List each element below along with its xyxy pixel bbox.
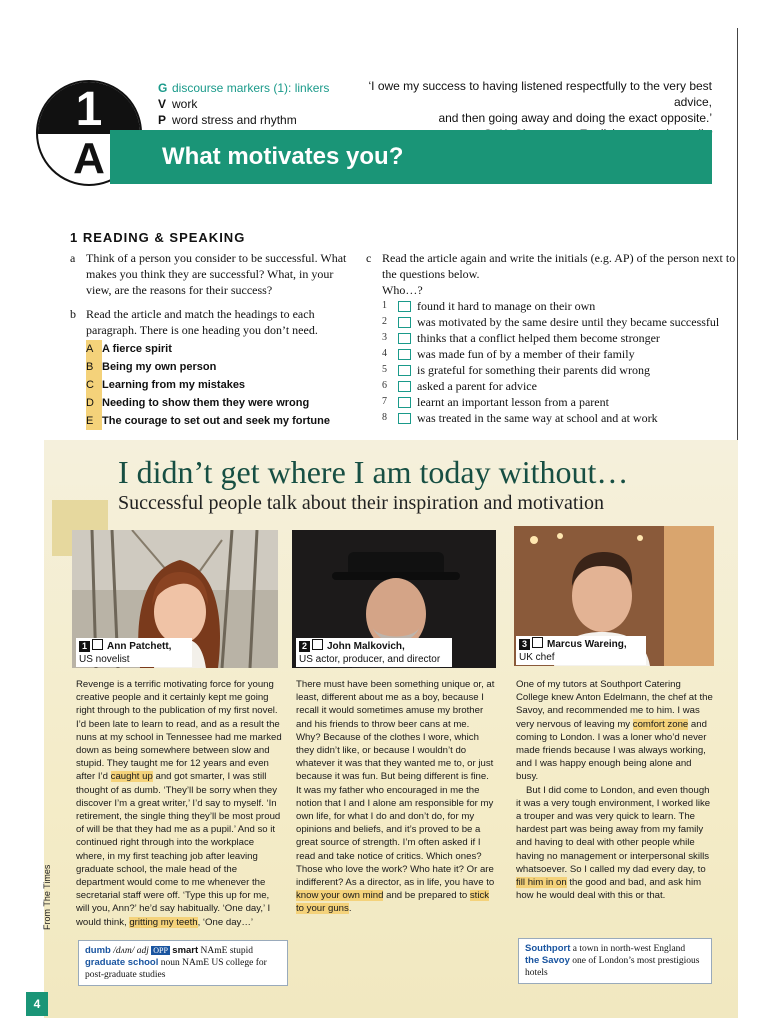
highlighted-phrase: fill him in on [516, 877, 567, 889]
exercise-a [70, 250, 360, 298]
question-row: 4 was made fun of by a member of their family [382, 347, 635, 361]
question-row: 3 thinks that a conflict helped them become stronger [382, 331, 660, 345]
person-number: 2 [299, 641, 310, 652]
person-name: John Malkovich, [327, 641, 405, 652]
highlighted-phrase: caught up [110, 771, 153, 783]
vocabulary-text: work [172, 97, 198, 111]
answer-box[interactable] [398, 365, 411, 376]
vocabulary-key: V [158, 97, 167, 111]
question-row: 2 was motivated by the same desire until they became successful [382, 315, 720, 329]
gloss-word: Southport [525, 943, 571, 954]
exercise-right-column [366, 250, 736, 426]
question-row: 8 was treated in the same way at school and at work [382, 411, 658, 425]
heading-answer-box[interactable] [312, 639, 323, 650]
exercise-b [70, 306, 360, 338]
exercise-letter: a [70, 251, 76, 265]
question-row: 5 is grateful for something their parents did wrong [382, 363, 650, 377]
exercise-c [366, 250, 736, 282]
caption-john-malkovich [296, 638, 452, 667]
person-number: 3 [519, 639, 530, 650]
grammar-text: discourse markers (1): linkers [172, 81, 330, 95]
person-role: US actor, producer, and director [299, 654, 441, 665]
article-paragraph-1: Revenge is a terrific motivating force for young creative people and it certainly kept me going right through to the publication of my first novel. I’d been late to learn to read, and as a result the nuns at my school in Tennessee had me marked down as being somewhere between slow and stupid. They taught me for 12 years and even after I’d caught up and got smarter, I was still thought of as dumb. ‘They’ll be sorry when they discover I’m a great writer,’ I’d say to myself. ‘In retirement, the single thing they’ll be most proud of will be that they had me as a pupil.’ And so it continued right through into the workplace where, in my first teaching job after leaving graduate school, the male head of the department would come to me whenever the secretarial staff were off. ‘Type this up for me, will you, Ann?’ he’d say habitually. ‘One day,’ I would think, gritting my teeth, ‘One day…’ [76, 679, 282, 928]
exercise-left-column [70, 250, 360, 430]
heading-item: D Needing to show them they were wrong [86, 394, 360, 412]
headings-list [86, 340, 360, 430]
exercise-c-text: Read the article again and write the initials (e.g. AP) of the person next to the questions below. [382, 251, 736, 281]
question-row: 6 asked a parent for advice [382, 379, 537, 393]
pronunciation-text: word stress and rhythm [172, 113, 297, 127]
glossary-box-2: Southport a town in north-west England the Savoy one of London’s most prestigious hotels [518, 938, 712, 984]
article-subhead: Successful people talk about their inspiration and motivation [118, 492, 605, 514]
exercise-a-text: Think of a person you consider to be successful. What makes you think they are successful? What, in your view, are the reasons for their success? [86, 251, 347, 297]
highlighted-phrase: comfort zone [632, 718, 689, 730]
grammar-key: G [158, 81, 168, 95]
quote-line-2: and then going away and doing the exact opposite.’ [438, 111, 712, 125]
answer-box[interactable] [398, 349, 411, 360]
pronunciation-key: P [158, 113, 167, 127]
exercise-b-text: Read the article and match the headings to each paragraph. There is one heading you don’t need. [86, 307, 318, 337]
person-number: 1 [79, 641, 90, 652]
answer-box[interactable] [398, 413, 411, 424]
answer-box[interactable] [398, 381, 411, 392]
caption-ann-patchett [76, 638, 192, 667]
section-title: 1 READING & SPEAKING [70, 230, 246, 245]
caption-marcus-wareing [516, 636, 646, 665]
unit-contents [158, 80, 329, 128]
unit-letter: A [73, 134, 105, 183]
heading-item: A A fierce spirit [86, 340, 360, 358]
unit-number: 1 [38, 82, 140, 134]
heading-item: C Learning from my mistakes [86, 376, 360, 394]
article-headline: I didn’t get where I am today without… [118, 454, 629, 490]
exercise-letter: c [366, 251, 372, 265]
answer-box[interactable] [398, 397, 411, 408]
title-banner [110, 130, 712, 184]
question-row: 7 learnt an important lesson from a parent [382, 395, 609, 409]
highlighted-phrase: stick to your guns [296, 890, 490, 915]
opposite-tag: OPP [153, 946, 168, 955]
person-name: Marcus Wareing, [547, 639, 627, 650]
article-paragraph-2: There must have been something unique or, at least, different about me as a boy, because I recall it would sometimes amuse my brother and his friends to throw beer cans at me. Why? Because of the clothes I wore, which they didn’t like, or because I wouldn’t do whatever it was that they wanted me to, or just because it was fun. But being different is fine. It was my father who encouraged in me the notion that I and I alone am responsible for my own life, for what I do and don’t do, for my opinions and beliefs, and it’s proved to be a great source of strength. I’m often asked if I read and take notice of critics. Which ones? Those who love the work? Who hate it? Or are indifferent? As a director, as in life, you have to know your own mind and be prepared to stick to your guns. [296, 679, 495, 915]
person-role: US novelist [79, 654, 130, 665]
person-name: Ann Patchett, [107, 641, 172, 652]
heading-answer-box[interactable] [532, 637, 543, 648]
gloss-word: dumb [85, 945, 111, 956]
heading-item: B Being my own person [86, 358, 360, 376]
answer-box[interactable] [398, 317, 411, 328]
source-credit: From The Times [42, 864, 52, 930]
heading-answer-box[interactable] [92, 639, 103, 650]
exercise-letter: b [70, 307, 76, 321]
answer-box[interactable] [398, 301, 411, 312]
answer-box[interactable] [398, 333, 411, 344]
article-paragraph-3: One of my tutors at Southport Catering College knew Anton Edelmann, the chef at the Savoy, and recommended me to him. I was very nervous of leaving my comfort zone and coming to London. I was a loner who’d never made friends because I was always working, and I was happy enough being alone and busy. But I did come to London, and even though it was a very tough environment, I worked like a trouper and was very quick to learn. The hardest part was being away from my family and having to deal with other people while having no management or interpersonal skills whatsoever. So I called my dad every day, to fill him in on the good and bad, and ask him how he would deal with this or that. [516, 679, 713, 902]
glossary-box-1: dumb /dʌm/ adj OPP smart NAmE stupid graduate school noun NAmE US college for post-graduate studies [78, 940, 288, 986]
person-role: UK chef [519, 652, 555, 663]
who-prompt: Who…? [382, 283, 423, 297]
question-row: 1 found it hard to manage on their own [382, 299, 596, 313]
heading-item: E The courage to set out and seek my fortune [86, 412, 360, 430]
page-title: What motivates you? [162, 143, 404, 170]
gloss-word: graduate school [85, 957, 159, 968]
highlighted-phrase: know your own mind [296, 890, 384, 902]
highlighted-phrase: gritting my teeth [129, 916, 198, 928]
gloss-word: the Savoy [525, 955, 570, 966]
quote-line-1: ‘I owe my success to having listened respectfully to the very best advice, [368, 79, 712, 109]
page-number: 4 [26, 992, 48, 1016]
